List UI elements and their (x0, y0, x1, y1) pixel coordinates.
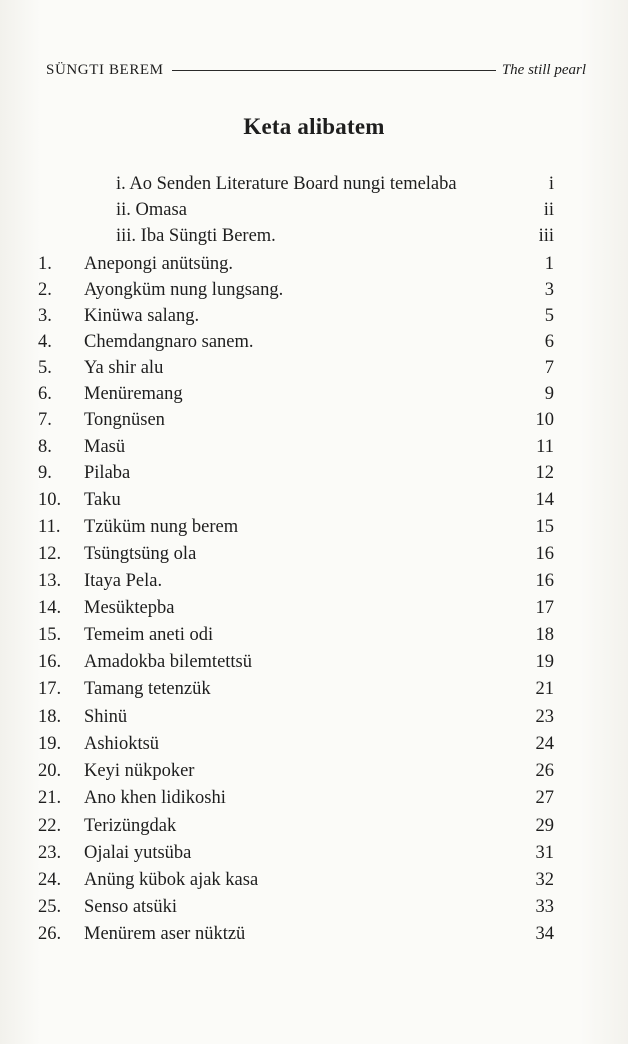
toc-entry (0, 303, 628, 329)
toc-entry (0, 731, 628, 757)
toc-entry (0, 541, 628, 567)
toc-entry-title: Ayongküm nung lungsang. (84, 280, 284, 300)
toc-entry (0, 568, 628, 594)
toc-entry (0, 381, 628, 407)
toc-entry (0, 434, 628, 460)
toc-entry-title: Ya shir alu (84, 358, 164, 378)
toc-entry-page: 33 (535, 897, 554, 917)
toc-entry-title: Temeim aneti odi (84, 625, 214, 645)
toc-entry (0, 894, 628, 920)
toc-entry (0, 785, 628, 811)
toc-entry-page: 14 (535, 490, 554, 510)
toc-entry-number: 13. (38, 571, 62, 591)
toc-entry (0, 329, 628, 355)
toc-entry-title: Amadokba bilemtettsü (84, 652, 253, 672)
toc-entry-page: 11 (536, 437, 554, 457)
toc-entry-title: Menüremang (84, 384, 183, 404)
toc-entry-number: 17. (38, 679, 62, 699)
toc-entry-page: 24 (535, 734, 554, 754)
toc-entry-page: 3 (544, 280, 554, 300)
toc-entry-number: 9. (38, 463, 52, 483)
toc-entry-page: 32 (535, 870, 554, 890)
toc-entry-page: 9 (544, 384, 554, 404)
toc-entry-title: Chemdangnaro sanem. (84, 332, 254, 352)
toc-entry-title: Itaya Pela. (84, 571, 163, 591)
toc-front-matter-entry (0, 197, 628, 223)
toc-entry-page: 21 (535, 679, 554, 699)
toc-entry-title: Tamang tetenzük (84, 679, 211, 699)
toc-entry-title: Pilaba (84, 463, 131, 483)
toc-entry-number: 3. (38, 306, 52, 326)
toc-entry-page: 26 (535, 761, 554, 781)
toc-entry-page: 29 (535, 816, 554, 836)
toc-entry-number: 21. (38, 788, 62, 808)
toc-entry-title: Anüng kübok ajak kasa (84, 870, 259, 890)
toc-entry-page: iii (538, 226, 554, 246)
toc-entry-page: ii (543, 200, 554, 220)
toc-entry (0, 840, 628, 866)
toc-entry-title: iii. Iba Süngti Berem. (116, 226, 276, 246)
toc-entry (0, 649, 628, 675)
toc-entry (0, 460, 628, 486)
toc-entry-number: 14. (38, 598, 62, 618)
toc-entry (0, 813, 628, 839)
toc-entry (0, 355, 628, 381)
toc-entry-page: 10 (535, 410, 554, 430)
toc-entry-number: 1. (38, 254, 52, 274)
toc-entry-page: 15 (535, 517, 554, 537)
toc-entry-page: 19 (535, 652, 554, 672)
toc-entry-page: i (548, 174, 554, 194)
toc-entry (0, 277, 628, 303)
toc-entry-page: 17 (535, 598, 554, 618)
toc-entry-title: Keyi nükpoker (84, 761, 195, 781)
toc-entry-number: 24. (38, 870, 62, 890)
toc-entry (0, 867, 628, 893)
toc-entry-number: 6. (38, 384, 52, 404)
toc-entry (0, 595, 628, 621)
toc-entry-title: Menürem aser nüktzü (84, 924, 246, 944)
toc-entry (0, 704, 628, 730)
toc-entry-number: 20. (38, 761, 62, 781)
toc-entry-number: 19. (38, 734, 62, 754)
toc-entry (0, 622, 628, 648)
toc-entry-title: Mesüktepba (84, 598, 175, 618)
toc-front-matter-entry (0, 171, 628, 197)
toc-entry-page: 6 (544, 332, 554, 352)
toc-entry (0, 514, 628, 540)
toc-entry-page: 1 (544, 254, 554, 274)
toc-entry-number: 18. (38, 707, 62, 727)
toc-entry (0, 251, 628, 277)
toc-entry-title: Masü (84, 437, 126, 457)
toc-entry-title: Ashioktsü (84, 734, 160, 754)
toc-entry-number: 22. (38, 816, 62, 836)
toc-entry (0, 407, 628, 433)
toc-entry (0, 487, 628, 513)
toc-entry-number: 5. (38, 358, 52, 378)
toc-entry-number: 11. (38, 517, 61, 537)
toc-entry-page: 16 (535, 571, 554, 591)
toc-entry-title: Tsüngtsüng ola (84, 544, 197, 564)
running-header (46, 58, 586, 82)
toc-entry-title: Ojalai yutsüba (84, 843, 192, 863)
toc-entry-title: i. Ao Senden Literature Board nungi temelaba (116, 174, 457, 194)
toc-entry-number: 23. (38, 843, 62, 863)
toc-entry-number: 4. (38, 332, 52, 352)
toc-front-matter-entry (0, 223, 628, 249)
running-head-book-title: SÜNGTI BEREM (46, 61, 164, 78)
toc-entry-page: 16 (535, 544, 554, 564)
toc-entry-number: 25. (38, 897, 62, 917)
toc-entry-title: Senso atsüki (84, 897, 178, 917)
toc-entry (0, 758, 628, 784)
toc-entry-number: 26. (38, 924, 62, 944)
toc-entry-number: 7. (38, 410, 52, 430)
page-title: Keta alibatem (243, 114, 385, 139)
toc-entry-title: ii. Omasa (116, 200, 187, 220)
running-head-subtitle: The still pearl (501, 61, 586, 78)
toc-entry-page: 18 (535, 625, 554, 645)
header-rule (172, 70, 496, 71)
toc-entry-page: 27 (535, 788, 554, 808)
toc-entry-title: Kinüwa salang. (84, 306, 200, 326)
toc-entry-page: 31 (535, 843, 554, 863)
toc-entry-title: Anepongi anütsüng. (84, 254, 234, 274)
toc-entry-number: 12. (38, 544, 62, 564)
toc-entry-page: 12 (535, 463, 554, 483)
toc-entry-title: Tzüküm nung berem (84, 517, 239, 537)
toc-entry-number: 16. (38, 652, 62, 672)
toc-entry-title: Taku (84, 490, 121, 510)
toc-entry-page: 34 (535, 924, 554, 944)
toc-entry-title: Tongnüsen (84, 410, 165, 430)
toc-entry-page: 23 (535, 707, 554, 727)
toc-entry-number: 2. (38, 280, 52, 300)
toc-entry-page: 5 (544, 306, 554, 326)
toc-entry (0, 676, 628, 702)
toc-entry-number: 10. (38, 490, 62, 510)
toc-entry-title: Ano khen lidikoshi (84, 788, 226, 808)
toc-entry-title: Shinü (84, 707, 128, 727)
toc-entry-number: 8. (38, 437, 52, 457)
toc-entry-page: 7 (544, 358, 554, 378)
toc-entry (0, 921, 628, 947)
toc-entry-title: Terizüngdak (84, 816, 177, 836)
toc-entry-number: 15. (38, 625, 62, 645)
